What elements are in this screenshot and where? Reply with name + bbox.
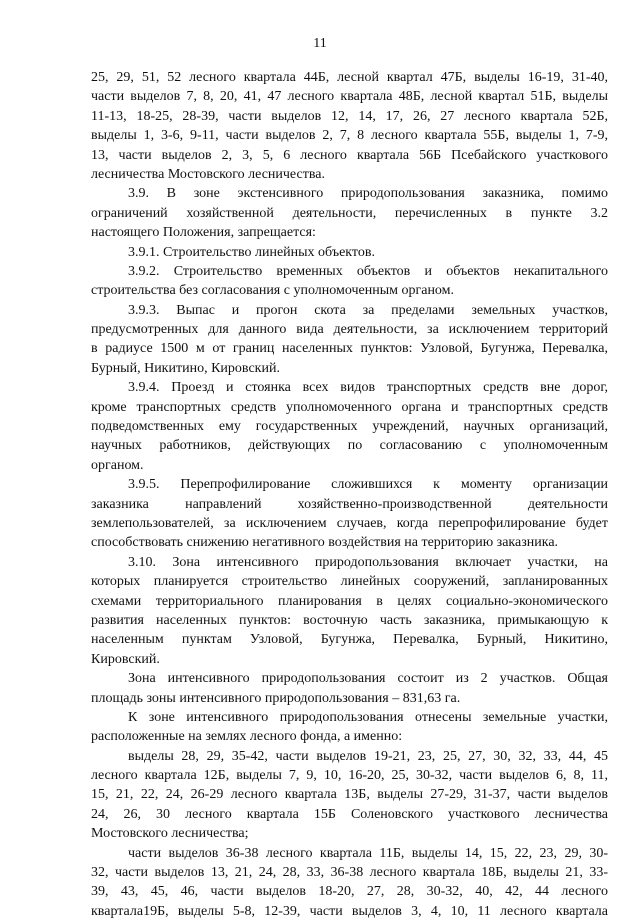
text-line: лесничества Мостовского лесничества.: [91, 166, 325, 182]
text-line: заказника направлений хозяйственно-производственной деятельности: [91, 496, 608, 512]
text-line: способствовать снижению негативного воздействия на территорию заказника.: [91, 535, 559, 551]
text-line: схемами территориального планирования в целях социально-экономического: [91, 593, 608, 609]
text-line: предусмотренных для данного вида деятельности, за исключением территорий: [91, 322, 608, 338]
text-line: квартала19Б, выделы 5-8, 12-39, части выделов 3, 4, 10, 11 лесного квартала: [91, 903, 608, 919]
text-line: К зоне интенсивного природопользования отнесены земельные участки,: [128, 709, 608, 725]
text-line: 3.9.5. Перепрофилирование сложившихся к моменту организации: [128, 477, 608, 493]
text-line: 13, части выделов 2, 3, 5, 6 лесного квартала 56Б Псебайского участкового: [91, 147, 608, 163]
text-line: подведомственных ему государственных учреждений, научных организаций,: [91, 419, 608, 435]
text-line: 3.9. В зоне экстенсивного природопользования заказника, помимо: [128, 186, 608, 202]
text-line: Кировский.: [91, 651, 160, 667]
text-line: части выделов 7, 8, 20, 41, 47 лесного квартала 48Б, лесной квартал 51Б, выделы: [91, 89, 608, 105]
text-line: Мостовского лесничества;: [91, 826, 249, 842]
text-line: которых планируется строительство линейных сооружений, запланированных: [91, 574, 608, 590]
text-line: населенным пунктам Узловой, Бугунжа, Перевалка, Бурный, Никитино,: [91, 632, 608, 648]
text-line: органом.: [91, 457, 144, 473]
text-line: кроме транспортных средств уполномоченного органа и транспортных средств: [91, 399, 608, 415]
text-line: 3.9.1. Строительство линейных объектов.: [128, 244, 375, 260]
text-line: 32, части выделов 13, 21, 24, 28, 33, 36-38 лесного квартала 18Б, выделы 21, 33-: [91, 865, 608, 881]
text-line: 11-13, 18-25, 28-39, части выделов 12, 14, 17, 26, 27 лесного квартала 52Б,: [91, 108, 608, 124]
text-line: 15, 21, 22, 24, 26-29 лесного квартала 13Б, выделы 27-29, 31-37, части выделов: [91, 787, 608, 803]
text-line: настоящего Положения, запрещается:: [91, 225, 316, 241]
text-line: научных работников, действующих по согласованию с уполномоченным: [91, 438, 608, 454]
text-line: 3.9.4. Проезд и стоянка всех видов транспортных средств вне дорог,: [128, 380, 608, 396]
text-line: 39, 43, 45, 46, части выделов 18-20, 27, 28, 30-32, 40, 42, 44 лесного: [91, 884, 608, 900]
text-line: 3.9.3. Выпас и прогон скота за пределами земельных участков,: [128, 302, 608, 318]
text-line: выделы 1, 3-6, 9-11, части выделов 2, 7, 8 лесного квартала 55Б, выделы 1, 7-9,: [91, 128, 608, 144]
text-line: в радиусе 1500 м от границ населенных пунктов: Узловой, Бугунжа, Перевалка,: [91, 341, 608, 357]
text-line: ограничений хозяйственной деятельности, перечисленных в пункте 3.2: [91, 205, 608, 221]
text-line: части выделов 36-38 лесного квартала 11Б, выделы 14, 15, 22, 23, 29, 30-: [128, 845, 608, 861]
text-line: лесного квартала 12Б, выделы 7, 9, 10, 16-20, 25, 30-32, части выделов 6, 8, 11,: [91, 768, 608, 784]
text-line: 3.9.2. Строительство временных объектов и объектов некапитального: [128, 263, 608, 279]
text-line: площадь зоны интенсивного природопользования – 831,63 га.: [91, 690, 461, 706]
text-line: строительства без согласования с уполномоченным органом.: [91, 283, 455, 299]
text-line: Бурный, Никитино, Кировский.: [91, 360, 280, 376]
text-line: 25, 29, 51, 52 лесного квартала 44Б, лесной квартал 47Б, выделы 16-19, 31-40,: [91, 70, 608, 85]
text-line: расположенные на землях лесного фонда, а именно:: [91, 729, 403, 745]
text-line: землепользователей, за исключением случаев, когда перепрофилирование будет: [91, 515, 608, 531]
page-number: 11: [313, 36, 327, 51]
body-text: [91, 68, 608, 921]
text-line: 24, 26, 30 лесного квартала 15Б Соленовского участкового лесничества: [91, 806, 608, 822]
text-line: выделы 28, 29, 35-42, части выделов 19-21, 23, 25, 27, 30, 32, 33, 44, 45: [128, 748, 608, 764]
text-line: развития населенных пунктов: восточную часть заказника, примыкающую к: [91, 612, 608, 628]
text-line: 3.10. Зона интенсивного природопользования включает участки, на: [128, 554, 608, 570]
text-line: Зона интенсивного природопользования состоит из 2 участков. Общая: [128, 671, 608, 687]
